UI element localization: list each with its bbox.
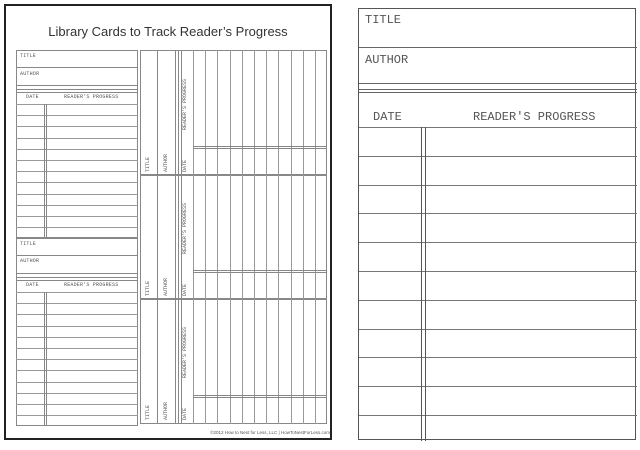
v-card-col-rule (278, 175, 279, 299)
small-card-row-rule (16, 370, 138, 371)
v-card-date-rule (193, 146, 327, 147)
small-card-row-rule (16, 216, 138, 217)
v-card-col-rule (230, 50, 231, 175)
small-card-1-date-label: DATE (26, 94, 39, 100)
card-date-header: DATE (373, 110, 402, 124)
v-card-col-rule (278, 50, 279, 175)
v-card-rule (178, 50, 179, 175)
card-row-rule (359, 242, 637, 243)
small-card-row-rule (16, 314, 138, 315)
card-row-rule (359, 185, 637, 186)
small-card-row-rule (16, 359, 138, 360)
small-card-row-rule (16, 382, 138, 383)
v-card-2-progress-label: READER’S PROGRESS (182, 202, 188, 254)
card-row-rule (359, 300, 637, 301)
v-card-col-rule (315, 175, 316, 299)
v-card-rule (175, 50, 176, 175)
v-card-col-rule (303, 175, 304, 299)
small-card-row-rule (16, 149, 138, 150)
v-card-rule (178, 175, 179, 299)
v-card-rule (175, 175, 176, 299)
v-card-3-date-label: DATE (182, 407, 188, 420)
v-card-col-rule (291, 50, 292, 175)
v-card-3-title-label: TITLE (145, 404, 151, 420)
v-card-col-rule (217, 50, 218, 175)
v-card-3-progress-label: READER’S PROGRESS (182, 326, 188, 378)
small-card-row-rule (16, 348, 138, 349)
v-card-col-rule (303, 299, 304, 424)
v-card-date-rule (193, 270, 327, 271)
small-card-rule (16, 89, 138, 90)
v-card-rule (157, 299, 158, 424)
small-card-row-rule (16, 415, 138, 416)
v-card-col-rule (254, 299, 255, 424)
v-card-col-rule (254, 175, 255, 299)
v-card-col-rule (205, 175, 206, 299)
v-card-col-rule (291, 299, 292, 424)
small-card-1 (16, 50, 138, 238)
small-card-row-rule (16, 337, 138, 338)
small-card-row-rule (16, 227, 138, 228)
small-card-rule (16, 67, 138, 68)
small-card-row-rule (16, 126, 138, 127)
small-card-2-author-label: AUTHOR (20, 258, 40, 264)
small-card-rule (16, 85, 138, 86)
small-card-rule (16, 280, 138, 281)
card-row-rule (359, 127, 637, 128)
card-row-rule (359, 329, 637, 330)
v-card-date-rule (193, 397, 327, 398)
small-card-1-title-label: TITLE (20, 53, 37, 59)
small-card-2-date-label: DATE (26, 282, 39, 288)
v-card-rule (157, 175, 158, 299)
v-card-col-rule (205, 50, 206, 175)
small-card-column-rule (44, 104, 45, 238)
v-card-col-rule (242, 299, 243, 424)
sheet-footer: ©2012 How to Nest for Less, LLC | HowToNestForLess.com (210, 430, 330, 435)
card-row-rule (359, 271, 637, 272)
v-card-rule (157, 50, 158, 175)
small-card-rule (16, 92, 138, 93)
v-card-col-rule (230, 299, 231, 424)
small-card-1-progress-label: READER’S PROGRESS (64, 94, 119, 100)
small-card-row-rule (16, 171, 138, 172)
v-card-col-rule (230, 175, 231, 299)
card-rule (359, 92, 637, 93)
sheet-title: Library Cards to Track Reader’s Progress (48, 24, 288, 39)
library-card (358, 8, 636, 440)
card-progress-header: READER'S PROGRESS (473, 110, 596, 124)
small-card-rule (16, 255, 138, 256)
v-card-col-rule (242, 50, 243, 175)
card-row-rule (359, 156, 637, 157)
card-row-rule (359, 357, 637, 358)
small-card-row-rule (16, 404, 138, 405)
card-rule (359, 47, 637, 48)
v-card-rule (181, 175, 182, 299)
small-card-column-rule (44, 292, 45, 426)
small-card-rule (16, 273, 138, 274)
v-card-1-author-label: AUTHOR (163, 153, 169, 172)
small-card-2-progress-label: READER’S PROGRESS (64, 282, 119, 288)
v-card-rule (181, 299, 182, 424)
small-card-column-rule (46, 104, 47, 238)
small-card-column-rule (46, 292, 47, 426)
v-card-date-rule (193, 148, 327, 149)
small-card-2-title-label: TITLE (20, 241, 37, 247)
card-row-rule (359, 386, 637, 387)
small-card-row-rule (16, 292, 138, 293)
v-card-col-rule (193, 299, 194, 424)
v-card-rule (181, 50, 182, 175)
card-column-rule (425, 127, 426, 441)
small-card-row-rule (16, 104, 138, 105)
v-card-col-rule (217, 175, 218, 299)
v-card-col-rule (217, 299, 218, 424)
v-card-col-rule (242, 175, 243, 299)
v-card-1-title-label: TITLE (145, 156, 151, 172)
small-card-2 (16, 238, 138, 426)
small-card-row-rule (16, 138, 138, 139)
v-card-1-progress-label: READER’S PROGRESS (182, 78, 188, 130)
small-card-row-rule (16, 205, 138, 206)
card-column-rule (421, 127, 422, 441)
v-card-col-rule (315, 299, 316, 424)
v-card-date-rule (193, 272, 327, 273)
v-card-2-title-label: TITLE (145, 280, 151, 296)
v-card-col-rule (205, 299, 206, 424)
card-title-label: TITLE (365, 13, 402, 27)
small-card-row-rule (16, 160, 138, 161)
v-card-col-rule (193, 175, 194, 299)
v-card-2-author-label: AUTHOR (163, 277, 169, 296)
printable-sheet (4, 4, 332, 440)
card-rule (359, 89, 637, 90)
v-card-3-author-label: AUTHOR (163, 401, 169, 420)
v-card-col-rule (266, 299, 267, 424)
small-card-rule (16, 277, 138, 278)
card-author-label: AUTHOR (365, 53, 409, 67)
v-card-col-rule (193, 50, 194, 175)
v-card-col-rule (278, 299, 279, 424)
v-card-1-date-label: DATE (182, 159, 188, 172)
small-card-row-rule (16, 393, 138, 394)
small-card-row-rule (16, 303, 138, 304)
card-row-rule (359, 213, 637, 214)
v-card-col-rule (315, 50, 316, 175)
small-card-row-rule (16, 182, 138, 183)
small-card-row-rule (16, 194, 138, 195)
v-card-col-rule (303, 50, 304, 175)
small-card-row-rule (16, 326, 138, 327)
v-card-col-rule (266, 175, 267, 299)
v-card-col-rule (254, 50, 255, 175)
v-card-date-rule (193, 395, 327, 396)
card-rule (359, 83, 637, 84)
card-row-rule (359, 415, 637, 416)
v-card-col-rule (291, 175, 292, 299)
small-card-row-rule (16, 115, 138, 116)
v-card-2-date-label: DATE (182, 283, 188, 296)
v-card-rule (175, 299, 176, 424)
v-card-rule (178, 299, 179, 424)
small-card-1-author-label: AUTHOR (20, 71, 40, 77)
v-card-col-rule (266, 50, 267, 175)
